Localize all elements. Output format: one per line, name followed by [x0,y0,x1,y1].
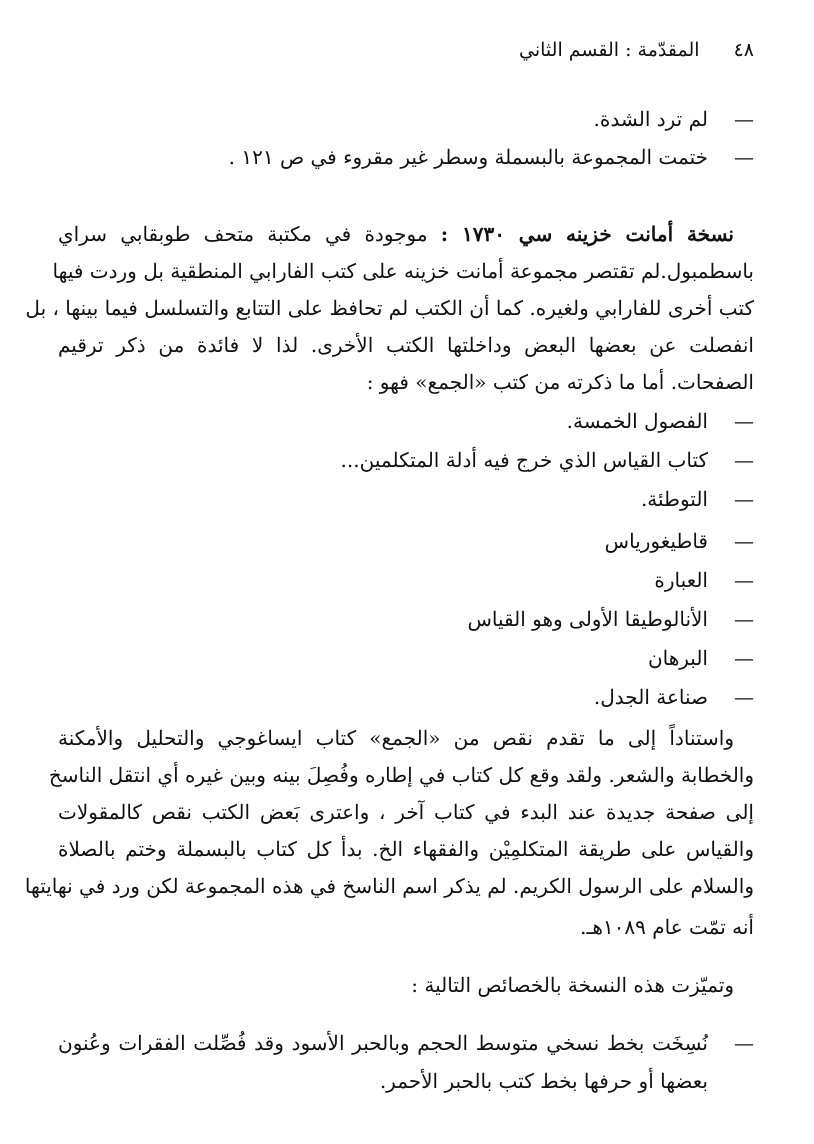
paragraph-line: واستناداً إلى ما تقدم نقص من «الجمع» كتاب ايساغوجي والتحليل والأمكنة [58,726,734,750]
dash-marker: — [734,145,754,169]
page-number: ٤٨ [733,39,754,61]
dash-marker: — [734,685,754,709]
list-item: —الأنالوطيقا الأولى وهو القياس [58,602,754,636]
dash-marker: — [734,107,754,131]
paragraph-line: إلى صفحة جديدة عند البدء في كتاب آخر ، واعترى بَعض الكتب نقص كالمقولات [58,800,754,824]
features-intro: وتميّزت هذه النسخة بالخصائص التالية : [411,973,734,997]
list-item: —صناعة الجدل. [58,680,754,714]
dash-marker: — [734,487,754,511]
list-item-continuation: بعضها أو حرفها بخط كتب بالحبر الأحمر. [379,1069,708,1093]
paragraph-line: أنه تمّت عام ١٠٨٩هـ. [580,915,754,939]
list-item: —التوطئة. [58,482,754,516]
running-title: المقدّمة : القسم الثاني [519,39,700,61]
dash-marker: — [734,1031,754,1055]
paragraph-line: باسطمبول.لم تقتصر مجموعة أمانت خزينه على كتب الفارابي المنطقية بل وردت فيها [52,259,754,283]
list-item: —ختمت المجموعة بالبسملة وسطر غير مقروء في ص ١٢١ . [58,140,754,174]
paragraph-line: انفصلت عن بعضها البعض وداخلتها الكتب الأخرى. لذا لا فائدة من ذكر ترقيم [58,333,754,357]
dash-marker: — [734,568,754,592]
dash-marker: — [734,607,754,631]
dash-marker: — [734,646,754,670]
list-item: —نُسِخَت بخط نسخي متوسط الحجم وبالحبر الأسود وقد فُصِّلت الفقرات وعُنون [58,1026,754,1060]
list-item: —كتاب القياس الذي خرج فيه أدلة المتكلمين... [58,443,754,477]
list-item: —قاطيغورياس [58,524,754,558]
paragraph-line: والخطابة والشعر. ولقد وقع كل كتاب في إطاره وفُصِلَ بينه وبين غيره أي انتقل الناسخ [48,763,754,787]
paragraph-line: نسخة أمانت خزينه سي ١٧٣٠ : موجودة في مكتبة متحف طوبقابي سراي [58,222,734,246]
list-item: —البرهان [58,641,754,675]
list-item: —العبارة [58,563,754,597]
list-item: —لم ترد الشدة. [58,102,754,136]
manuscript-heading: نسخة أمانت خزينه سي ١٧٣٠ : [440,222,734,246]
paragraph-line: كتب أخرى للفارابي ولغيره. كما أن الكتب لم تحافظ على التتابع والتسلسل فيما بينها ، بل [25,296,754,320]
dash-marker: — [734,409,754,433]
paragraph-line: الصفحات. أما ما ذكرته من كتب «الجمع» فهو : [366,370,754,394]
paragraph-line: والقياس على طريقة المتكلمِيْن والفقهاء الخ. بدأ كل كتاب بالبسملة وختم بالصلاة [58,837,754,861]
dash-marker: — [734,529,754,553]
page-header [60,34,754,66]
paragraph-line: والسلام على الرسول الكريم. لم يذكر اسم الناسخ في هذه المجموعة لكن ورد في نهايتها [24,874,754,898]
list-item: —الفصول الخمسة. [58,404,754,438]
dash-marker: — [734,448,754,472]
